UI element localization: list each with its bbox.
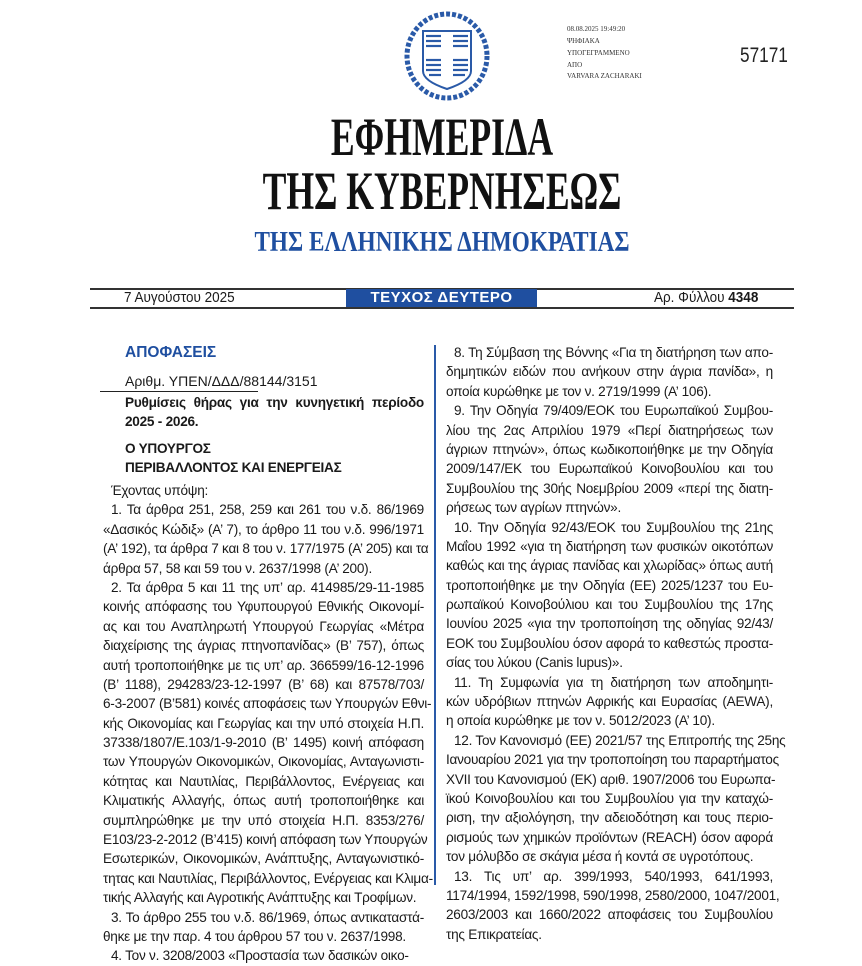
paragraph	[103, 946, 424, 965]
paragraph	[446, 673, 773, 731]
minister-line: Ο ΥΠΟΥΡΓΟΣ	[125, 441, 211, 456]
text-line: (Β’ 1188), 294283/23-12-1997 (Β’ 68) και 87578/703/	[103, 676, 424, 692]
text-line: τροποποιήθηκε με την Οδηγία (ΕΕ) 2025/1237 του Ευ-	[446, 577, 773, 593]
text-line: η οποία κυρώθηκε με τον ν. 5012/2023 (Α’ 10).	[446, 713, 715, 729]
text-line: 13. Τις υπ’ αρ. 399/1993, 540/1993, 641/1993,	[454, 868, 773, 884]
issue-date: 7 Αυγούστου 2025	[124, 289, 235, 306]
text-line: 8. Τη Σύμβαση της Βόννης «Για τη διατήρηση των απο-	[454, 345, 773, 360]
text-line: 2009/147/ΕΚ του Ευρωπαϊκού Κοινοβουλίου και του	[446, 461, 773, 477]
signature-name: VARVARA ZACHARAKI	[567, 72, 642, 80]
signature-line: ΨΗΦΙΑΚΑ	[567, 37, 600, 45]
text-line: αυτή τροποποιήθηκε με τις υπ’ αρ. 366599/16-12-1996	[103, 657, 424, 673]
signature-line: ΥΠΟΓΕΓΡΑΜΜΕΝΟ	[567, 49, 630, 57]
text-line: 1174/1994, 1592/1998, 590/1998, 2580/2000, 1047/2001,	[446, 887, 780, 903]
left-column-body	[103, 481, 433, 964]
paragraph	[446, 867, 780, 945]
text-line: δημητικών ειδών που ανήκουν στην άγρια πανίδα», η	[446, 364, 773, 380]
gazette-title-line2: ΤΗΣ ΚΥΒΕΡΝΗΣΕΩΣ	[262, 161, 622, 221]
text-line: Ιανουαρίου 2021 για την τροποποίηση του παραρτήματος	[446, 752, 779, 768]
sheet-label: Αρ. Φύλλου	[654, 289, 725, 306]
text-line: ρισμούς των χημικών προϊόντων (REACH) όσον αφορά	[446, 829, 773, 845]
decision-title-line: 2025 - 2026.	[125, 414, 199, 430]
text-line: ρωπαϊκού Κοινοβούλιου και του Συμβουλίου της 17ης	[446, 597, 773, 613]
issue-type-badge: ΤΕΥΧΟΣ ΔΕΥΤΕΡΟ	[346, 289, 537, 307]
signature-timestamp: 08.08.2025 19:49:20	[567, 25, 626, 33]
sheet-value: 4348	[728, 289, 759, 306]
gazette-subtitle: ΤΗΣ ΕΛΛΗΝΙΚΗΣ ΔΗΜΟΚΡΑΤΙΑΣ	[254, 226, 630, 258]
text-line: Ιουνίου 2025 «για την τροποποίηση της οδηγίας 92/43/	[446, 616, 773, 632]
text-line: των Υπουργών Οικονομικών, Οικονομίας, Ανταγωνιστι-	[103, 754, 424, 770]
paragraph	[103, 481, 424, 500]
paragraph	[446, 401, 773, 517]
text-line: 10. Την Οδηγία 92/43/ΕΟΚ του Συμβουλίου της 21ης	[454, 519, 773, 535]
text-line: 12. Τον Κανονισμό (ΕΕ) 2021/57 της Επιτροπής της 25ης	[454, 732, 786, 748]
text-line: «Δασικός Κώδιξ» (Α’ 7), το άρθρο 11 του ν.δ. 996/1971	[103, 521, 424, 537]
text-line: θηκε με την παρ. 4 του άρθρου 57 του ν. 2637/1998.	[103, 928, 406, 944]
text-line: λίου της 2ας Απριλίου 1979 «Περί διατηρήσεως των	[446, 422, 773, 438]
text-line: άγριων πτηνών», όπως κωδικοποιήθηκε με την Οδηγία	[446, 441, 773, 457]
text-line: 9. Την Οδηγία 79/409/ΕΟΚ του Ευρωπαϊκού Συμβου-	[454, 403, 773, 419]
text-line: κότητας και Ναυτιλίας, Περιβάλλοντος, Ενέργειας και	[103, 773, 424, 789]
paragraph	[446, 518, 773, 673]
paragraph	[446, 343, 773, 401]
header-bottom-rule	[90, 307, 794, 309]
text-line: 2603/2003 και 1660/2022 αποφάσεις του Συμβουλίου	[446, 907, 773, 923]
text-line: 1. Τα άρθρα 251, 258, 259 και 261 του ν.δ. 86/1969	[111, 502, 424, 518]
text-line: Συμβουλίου της 30ής Νοεμβρίου 2009 «περί της διατη-	[446, 480, 773, 496]
decision-title-line: Ρυθμίσεις θήρας για την κυνηγετική περίοδο	[125, 395, 424, 410]
sheet-number	[654, 289, 758, 307]
text-line: άρθρα 57, 58 και 59 του ν. 2637/1998 (Α’ 200).	[103, 560, 372, 576]
text-line: καθώς και της άγριας πανίδας και χλωρίδας» όπως αυτή	[446, 558, 773, 574]
text-line: ρήσεως των αγρίων πτηνών».	[446, 500, 621, 516]
text-line: ας και του Αναπληρωτή Υπουργού Γεωργίας «Μέτρα	[103, 618, 424, 634]
text-line: συμπληρώθηκε με την υπό στοιχεία Η.Π. 8353/276/	[103, 812, 424, 828]
text-line: 2. Τα άρθρα 5 και 11 της υπ’ αρ. 414985/29-11-1985	[111, 579, 424, 595]
text-line: κών υδρόβιων πτηνών Αφρικής και Ευρασίας (AEWA),	[446, 694, 773, 710]
text-line: τον μόλυβδο σε σκάγια μέσα ή κοντά σε υγροτόπους.	[446, 849, 754, 865]
text-line: ΕΟΚ του Συμβουλίου όσον αφορά το καθεστώς προστα-	[446, 635, 773, 651]
column-divider	[434, 345, 436, 885]
decision-title	[125, 393, 424, 432]
text-line: ϊκού Κοινοβουλίου και του Συμβουλίου για την καταχώ-	[446, 790, 773, 806]
text-line: 6-3-2007 (Β’581) κοινές αποφάσεις των Υπουργών Εθνι-	[103, 696, 432, 712]
text-line: οποία κυρώθηκε με τον ν. 2719/1999 (Α’ 106).	[446, 383, 712, 399]
text-line: κής Οικονομίας και Γεωργίας και την υπό στοιχεία Η.Π.	[103, 715, 424, 731]
minister-heading	[125, 439, 424, 478]
text-line: (Α’ 192), τα άρθρα 7 και 8 του ν. 177/1975 (Α’ 205) και τα	[103, 541, 429, 557]
text-line: ριση, την αξιολόγηση, την αδειοδότηση και τους περιο-	[446, 810, 773, 826]
page-number: 57171	[740, 44, 788, 67]
paragraph	[103, 578, 433, 908]
text-line: Μαΐου 1992 «για τη διατήρηση των φυσικών οικοτόπων	[446, 538, 773, 554]
paragraph	[103, 908, 424, 947]
paragraph	[446, 731, 786, 867]
gazette-title-line1: ΕΦΗΜΕΡΙΔΑ	[330, 107, 554, 167]
text-line: κοινής απόφασης του Υφυπουργού Εθνικής Οικονομί-	[103, 599, 424, 615]
text-line: XVII του Κανονισμού (ΕΚ) αριθ. 1907/2006 του Ευρωπα-	[446, 771, 776, 787]
text-line: τικής Αλλαγής και Αγροτικής Ανάπτυξης και Τροφίμων.	[103, 890, 417, 906]
text-line: Κλιματικής Αλλαγής, όπως αυτή τροποποιήθηκε και	[103, 793, 424, 809]
text-line: 3. Το άρθρο 255 του ν.δ. 86/1969, όπως αντικαταστά-	[111, 909, 424, 925]
minister-line: ΠΕΡΙΒΑΛΛΟΝΤΟΣ ΚΑΙ ΕΝΕΡΓΕΙΑΣ	[125, 460, 342, 476]
signature-line: ΑΠΟ	[567, 61, 583, 69]
text-line: σίας του λύκου (Canis lupus)».	[446, 655, 623, 671]
decision-number: Αριθμ. ΥΠΕΝ/ΔΔΔ/88144/3151	[125, 373, 318, 389]
text-line: 4. Τον ν. 3208/2003 «Προστασία των δασικών οικο-	[111, 948, 409, 964]
text-line: τητας και Ναυτιλίας, Περιβάλλοντος, Ενέργειας και Κλιμα-	[103, 870, 433, 886]
coat-of-arms-emblem	[402, 11, 492, 101]
text-line: της Επικρατείας.	[446, 926, 542, 942]
text-line: Εσωτερικών, Οικονομικών, Ανάπτυξης, Ανταγωνιστικό-	[103, 851, 424, 867]
section-heading: ΑΠΟΦΑΣΕΙΣ	[125, 344, 217, 361]
decision-number-rule	[100, 391, 258, 392]
text-line: 11. Τη Συμφωνία για τη διατήρηση των αποδημητι-	[454, 674, 773, 690]
text-line: 37338/1807/Ε.103/1-9-2010 (Β’ 1495) κοινή απόφαση	[103, 735, 424, 751]
paragraph	[103, 500, 429, 578]
text-line: Έχοντας υπόψη:	[111, 483, 209, 498]
text-line: Ε103/23-2-2012 (Β’415) κοινή απόφαση των Υπουργών	[103, 832, 428, 848]
right-column-body	[446, 343, 786, 944]
text-line: διαχείρισης της άγριας πτηνοπανίδας» (Β’ 757), όπως	[103, 638, 424, 654]
